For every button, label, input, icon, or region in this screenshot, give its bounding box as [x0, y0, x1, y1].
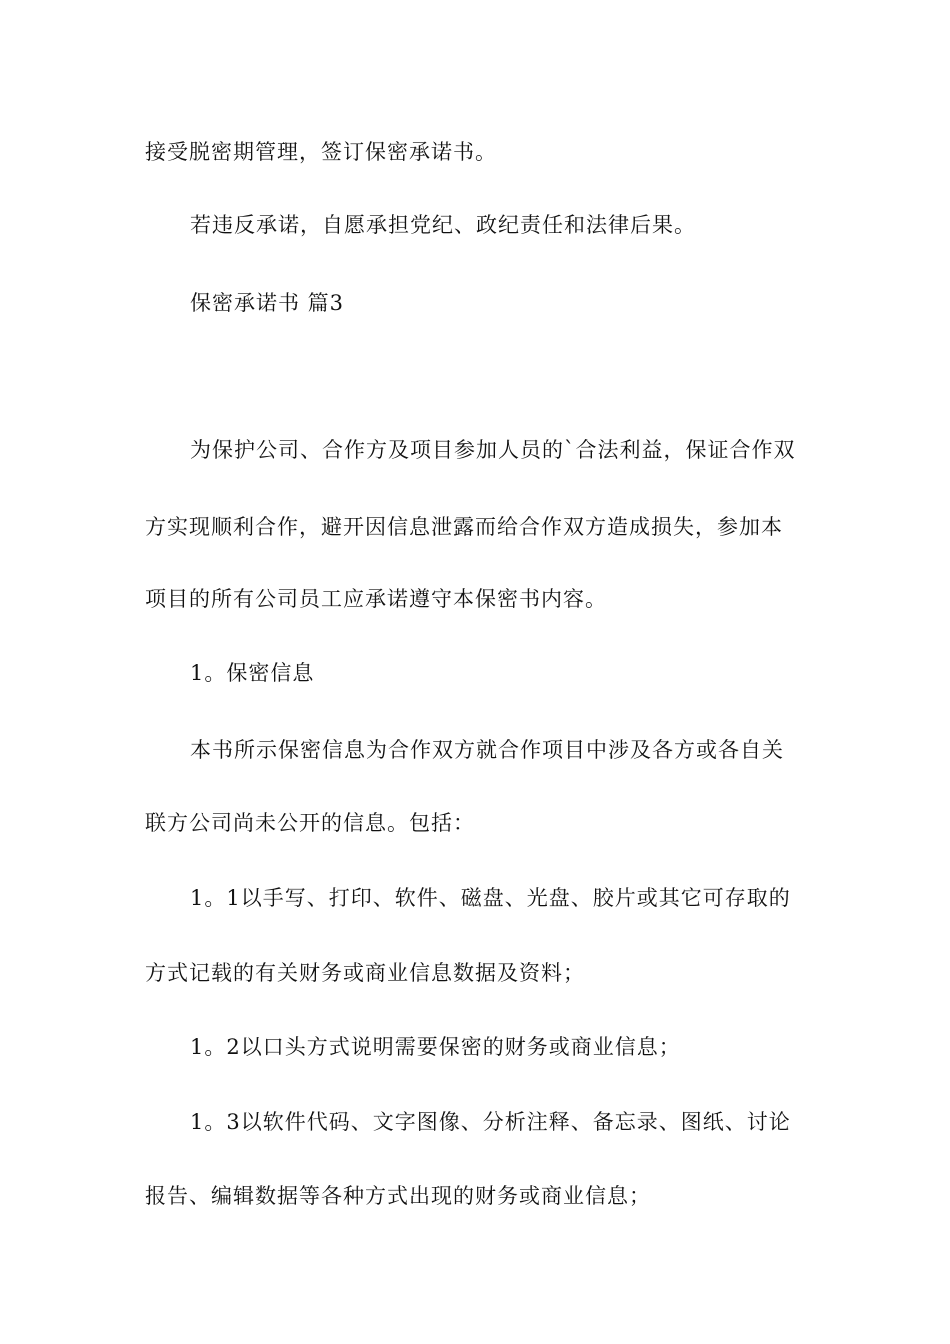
paragraph-line: 方实现顺利合作，避开因信息泄露而给合作双方造成损失，参加本 — [145, 515, 783, 539]
clause-line: 1。1以手写、打印、软件、磁盘、光盘、胶片或其它可存取的 — [190, 886, 791, 910]
paragraph-line: 为保护公司、合作方及项目参加人员的`合法利益，保证合作双 — [190, 438, 796, 462]
paragraph-line: 若违反承诺，自愿承担党纪、政纪责任和法律后果。 — [190, 213, 696, 237]
paragraph-line: 本书所示保密信息为合作双方就合作项目中涉及各方或各自关 — [190, 738, 784, 762]
paragraph-line: 联方公司尚未公开的信息。包括： — [145, 811, 475, 835]
paragraph-line: 项目的所有公司员工应承诺遵守本保密书内容。 — [145, 587, 607, 611]
paragraph-line: 接受脱密期管理，签订保密承诺书。 — [145, 140, 497, 164]
clause-line: 1。2以口头方式说明需要保密的财务或商业信息； — [190, 1035, 681, 1059]
section-heading: 保密承诺书 篇3 — [190, 291, 345, 315]
paragraph-line: 报告、编辑数据等各种方式出现的财务或商业信息； — [145, 1184, 651, 1208]
clause-heading: 1。保密信息 — [190, 661, 315, 685]
clause-line: 1。3以软件代码、文字图像、分析注释、备忘录、图纸、讨论 — [190, 1110, 791, 1134]
paragraph-line: 方式记载的有关财务或商业信息数据及资料； — [145, 961, 585, 985]
